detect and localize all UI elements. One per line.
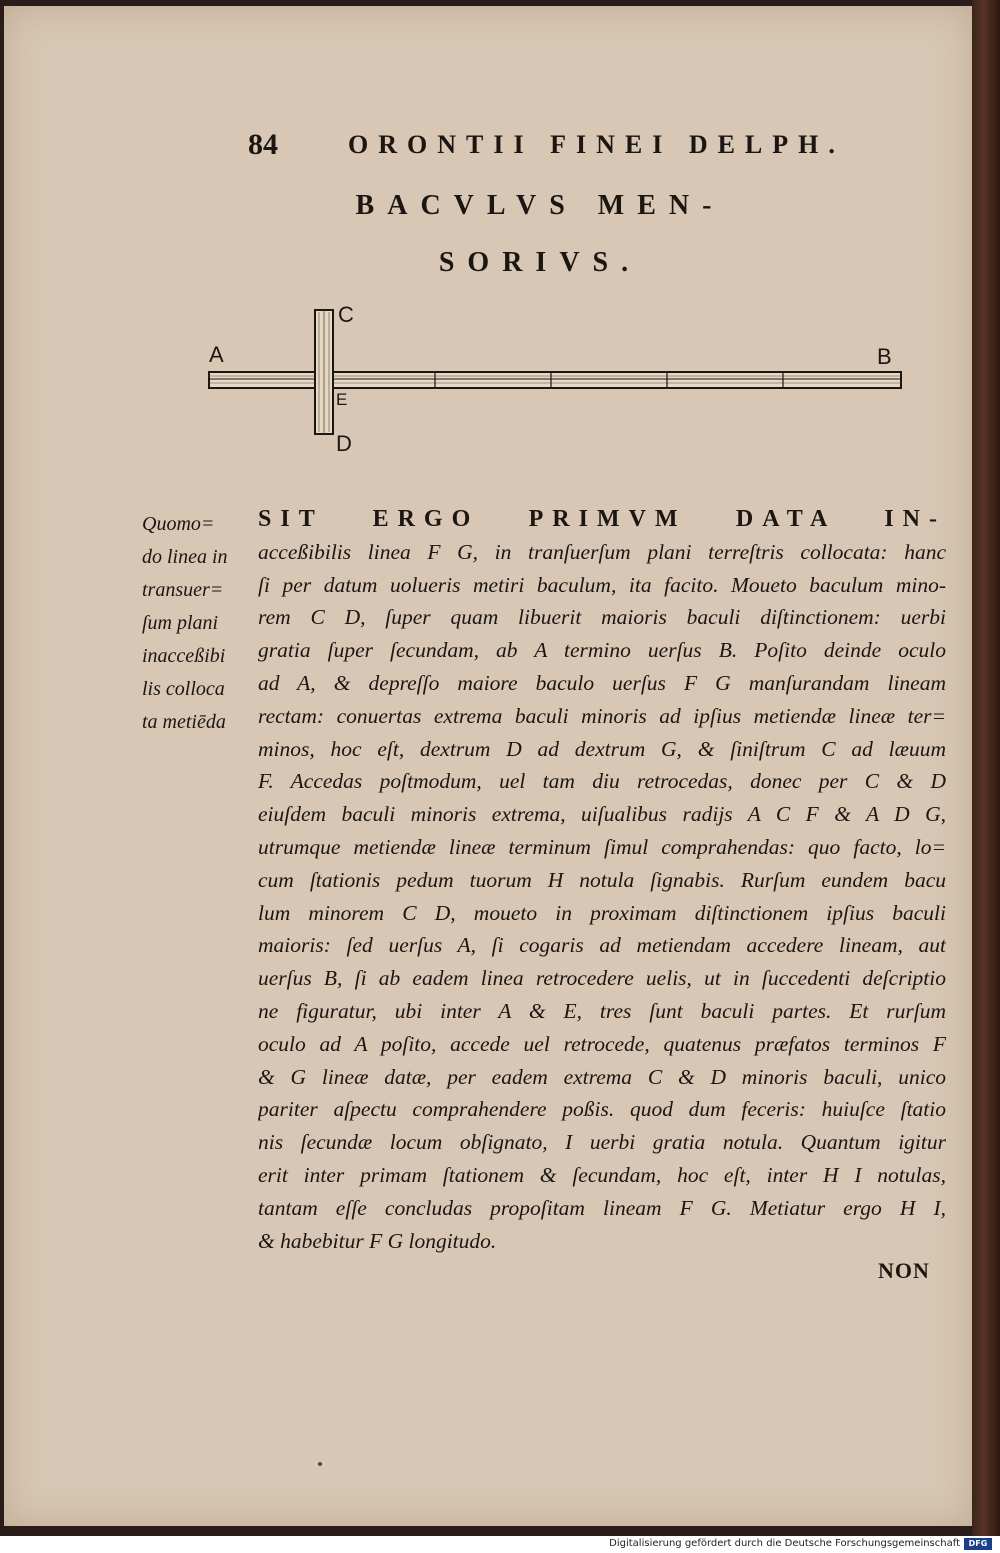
label-c: C — [338, 302, 354, 327]
footer-bar — [0, 1536, 1000, 1553]
body-line-final: & habebitur F G longitudo. — [258, 1228, 497, 1253]
page-speck — [318, 1462, 322, 1466]
folio-number: 84 — [248, 128, 278, 161]
body-line: uerſus B, ſi ab eadem linea retrocedere uelis, ut in ſuccedenti deſcriptio — [258, 966, 946, 991]
book-spine — [972, 0, 1000, 1536]
section-title-line-1: BACVLVS MEN- — [355, 190, 725, 221]
running-head-text: ORONTII FINEI DELPH. — [348, 130, 845, 159]
body-line: erit inter primam ſtationem & ſecundam, hoc eſt, inter H I notulas, — [258, 1162, 946, 1187]
funding-credit: Digitalisierung gefördert durch die Deutsche Forschungsgemeinschaft — [609, 1538, 960, 1549]
body-line: utrumque metiendæ lineæ terminum ſimul comprahendas: quo facto, lo= — [258, 834, 946, 859]
body-line: maioris: ſed uerſus A, ſi cogaris ad metiendam accedere lineam, aut — [258, 933, 946, 958]
label-e: E — [336, 390, 348, 409]
body-line: cum ſtationis pedum tuorum H notula ſignabis. Rurſum eundem bacu — [258, 867, 946, 892]
body-line: oculo ad A poſito, accede uel retrocede, quatenus præfatos terminos F — [258, 1031, 946, 1056]
body-line: tantam eſſe concludas propoſitam lineam F G. Metiatur ergo H I, — [258, 1195, 946, 1220]
margin-line: ta metiēda — [142, 711, 226, 733]
measuring-staff-figure — [195, 300, 915, 464]
body-line: ad A, & depreſſo maiore baculo uerſus F G manſurandam lineam — [258, 670, 946, 695]
margin-line: inacceßibi — [142, 645, 226, 667]
margin-line: do linea in — [142, 546, 228, 568]
body-line: lum minorem C D, moueto in proximam diſtinctionem ipſius baculi — [258, 900, 946, 925]
body-line: F. Accedas poſtmodum, uel tam diu retrocedas, donec per C & D — [258, 769, 946, 794]
body-line: ſi per datum uolueris metiri baculum, ita facito. Moueto baculum mino- — [258, 572, 946, 597]
major-staff — [209, 372, 901, 388]
body-line: eiuſdem baculi minoris extrema, uiſualibus radijs A C F & A D G, — [258, 802, 946, 827]
body-line: & G lineæ datæ, per eadem extrema C & D minoris baculi, unico — [258, 1064, 946, 1089]
body-text — [258, 503, 948, 1257]
label-a: A — [209, 342, 224, 367]
margin-line: ſum plani — [142, 612, 219, 634]
staff-diagram — [195, 300, 915, 460]
body-line: rectam: conuertas extrema baculi minoris ad ipſius metiendæ lineæ ter= — [258, 703, 946, 728]
margin-line: lis colloca — [142, 678, 225, 700]
body-line-opening: SIT ERGO PRIMVM DATA IN- — [258, 506, 946, 532]
body-line: pariter aſpectu comprahendere poßis. quod dum feceris: huiuſce ſtatio — [258, 1097, 946, 1122]
label-d: D — [336, 431, 352, 456]
body-line: rem C D, ſuper quam libuerit maioris baculi diſtinctionem: uerbi — [258, 605, 946, 630]
body-line: acceßibilis linea F G, in tranſuerſum plani terreſtris collocata: hanc — [258, 539, 946, 564]
margin-line: Quomo= — [142, 513, 215, 535]
margin-line: transuer= — [142, 579, 224, 601]
body-line: nis ſecundæ locum obſignato, I uerbi gratia notula. Quantum igitur — [258, 1130, 946, 1155]
body-line: minos, hoc eſt, dextrum D ad dextrum G, & ſiniſtrum C ad læuum — [258, 736, 946, 761]
dfg-logo: DFG — [964, 1538, 992, 1550]
catchword: NON — [878, 1258, 930, 1283]
label-b: B — [877, 344, 892, 369]
section-title-line-2: SORIVS. — [438, 247, 642, 278]
body-line: ne figuratur, ubi inter A & E, tres ſunt baculi partes. Et rurſum — [258, 998, 946, 1023]
body-line: gratia ſuper ſecundam, ab A termino uerſus B. Poſito deinde oculo — [258, 638, 946, 663]
marginal-note — [142, 508, 252, 739]
